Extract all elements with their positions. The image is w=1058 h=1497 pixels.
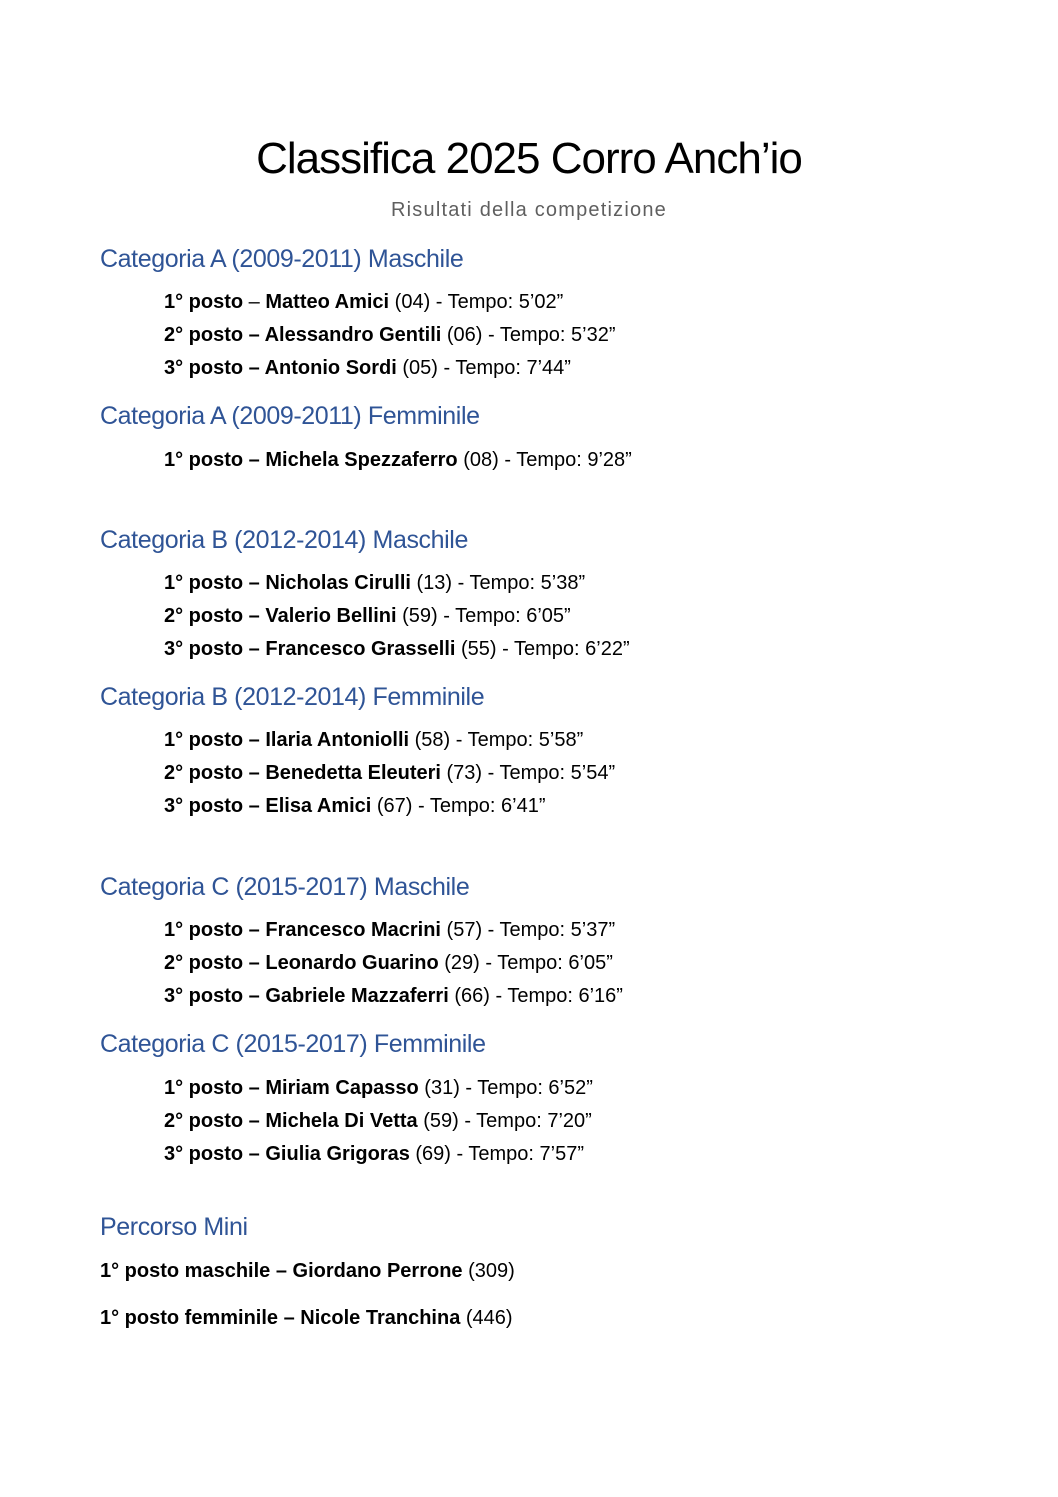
- athlete-name: Nicole Tranchina: [300, 1307, 461, 1329]
- section-heading-mini: Percorso Mini: [100, 1213, 248, 1241]
- result-detail: (29) - Tempo: 6’05”: [438, 952, 613, 974]
- result-detail: (59) - Tempo: 7’20”: [417, 1110, 592, 1132]
- result-detail: (59) - Tempo: 6’05”: [396, 605, 571, 627]
- place-label: 1° posto –: [164, 1077, 266, 1099]
- result-detail: (69) - Tempo: 7’57”: [409, 1143, 584, 1165]
- place-label: 2° posto –: [164, 1110, 266, 1132]
- result-detail: (05) - Tempo: 7’44”: [396, 357, 571, 379]
- section-heading: Categoria A (2009-2011) Femminile: [100, 402, 480, 430]
- result-detail: (55) - Tempo: 6’22”: [455, 638, 630, 660]
- place-label: 2° posto –: [164, 324, 265, 346]
- place-label: 1° posto –: [164, 449, 266, 471]
- result-entry: [164, 761, 615, 785]
- section-heading: Categoria B (2012-2014) Maschile: [100, 526, 468, 554]
- place-label: 2° posto –: [164, 952, 266, 974]
- result-entry: [164, 984, 623, 1008]
- result-entry: [164, 323, 615, 347]
- mini-result-entry: [100, 1306, 513, 1330]
- athlete-name: Francesco Macrini: [265, 919, 441, 941]
- result-entry: [164, 290, 563, 314]
- result-entry: [164, 448, 632, 472]
- place-label: 3° posto –: [164, 795, 266, 817]
- place-label: 1° posto –: [164, 729, 266, 751]
- result-entry: [164, 728, 583, 752]
- result-detail: (08) - Tempo: 9’28”: [457, 449, 632, 471]
- place-label: 3° posto –: [164, 357, 265, 379]
- place-label: 3° posto –: [164, 985, 266, 1007]
- athlete-name: Antonio Sordi: [264, 357, 397, 379]
- result-detail: (58) - Tempo: 5’58”: [409, 729, 584, 751]
- athlete-name: Leonardo Guarino: [265, 952, 439, 974]
- page-title: Classifica 2025 Corro Anch’io: [256, 134, 802, 183]
- place-separator: –: [243, 291, 266, 313]
- place-label: 1° posto: [164, 291, 244, 313]
- result-detail: (13) - Tempo: 5’38”: [410, 572, 586, 594]
- result-detail: (73) - Tempo: 5’54”: [440, 762, 616, 784]
- result-entry: [164, 918, 615, 942]
- place-label: 2° posto –: [164, 605, 266, 627]
- result-detail: (67) - Tempo: 6’41”: [371, 795, 546, 817]
- section-heading: Categoria B (2012-2014) Femminile: [100, 683, 485, 711]
- place-label: 3° posto –: [164, 1143, 266, 1165]
- athlete-name: Elisa Amici: [265, 795, 372, 817]
- athlete-name: Gabriele Mazzaferri: [265, 985, 449, 1007]
- result-entry: [164, 1076, 593, 1100]
- result-entry: [164, 794, 546, 818]
- result-detail: (06) - Tempo: 5’32”: [441, 324, 616, 346]
- result-detail: (31) - Tempo: 6’52”: [418, 1077, 593, 1099]
- page-subtitle: Risultati della competizione: [391, 199, 667, 221]
- result-entry: [164, 951, 613, 975]
- result-detail: (57) - Tempo: 5’37”: [440, 919, 616, 941]
- athlete-name: Valerio Bellini: [265, 605, 397, 627]
- athlete-name: Benedetta Eleuteri: [265, 762, 441, 784]
- athlete-name: Alessandro Gentili: [264, 324, 442, 346]
- section-heading: Categoria C (2015-2017) Femminile: [100, 1030, 486, 1058]
- result-entry: [164, 1109, 592, 1133]
- place-label: 1° posto maschile –: [100, 1260, 293, 1282]
- result-detail: (309): [462, 1260, 515, 1282]
- place-label: 2° posto –: [164, 762, 266, 784]
- place-label: 1° posto –: [164, 919, 266, 941]
- athlete-name: Giordano Perrone: [292, 1260, 463, 1282]
- section-heading: Categoria C (2015-2017) Maschile: [100, 873, 470, 901]
- place-label: 1° posto –: [164, 572, 266, 594]
- result-entry: [164, 1142, 584, 1166]
- result-detail: (04) - Tempo: 5’02”: [389, 291, 564, 313]
- mini-result-entry: [100, 1259, 515, 1283]
- result-entry: [164, 604, 571, 628]
- result-entry: [164, 571, 585, 595]
- result-entry: [164, 356, 571, 380]
- athlete-name: Nicholas Cirulli: [265, 572, 411, 594]
- athlete-name: Matteo Amici: [265, 291, 390, 313]
- athlete-name: Ilaria Antoniolli: [265, 729, 410, 751]
- place-label: 1° posto femminile –: [100, 1307, 301, 1329]
- result-entry: [164, 637, 630, 661]
- athlete-name: Giulia Grigoras: [265, 1143, 410, 1165]
- athlete-name: Michela Di Vetta: [265, 1110, 418, 1132]
- section-heading: Categoria A (2009-2011) Maschile: [100, 245, 464, 273]
- result-detail: (66) - Tempo: 6’16”: [448, 985, 623, 1007]
- place-label: 3° posto –: [164, 638, 266, 660]
- athlete-name: Miriam Capasso: [265, 1077, 419, 1099]
- athlete-name: Francesco Grasselli: [265, 638, 456, 660]
- athlete-name: Michela Spezzaferro: [265, 449, 458, 471]
- result-detail: (446): [460, 1307, 513, 1329]
